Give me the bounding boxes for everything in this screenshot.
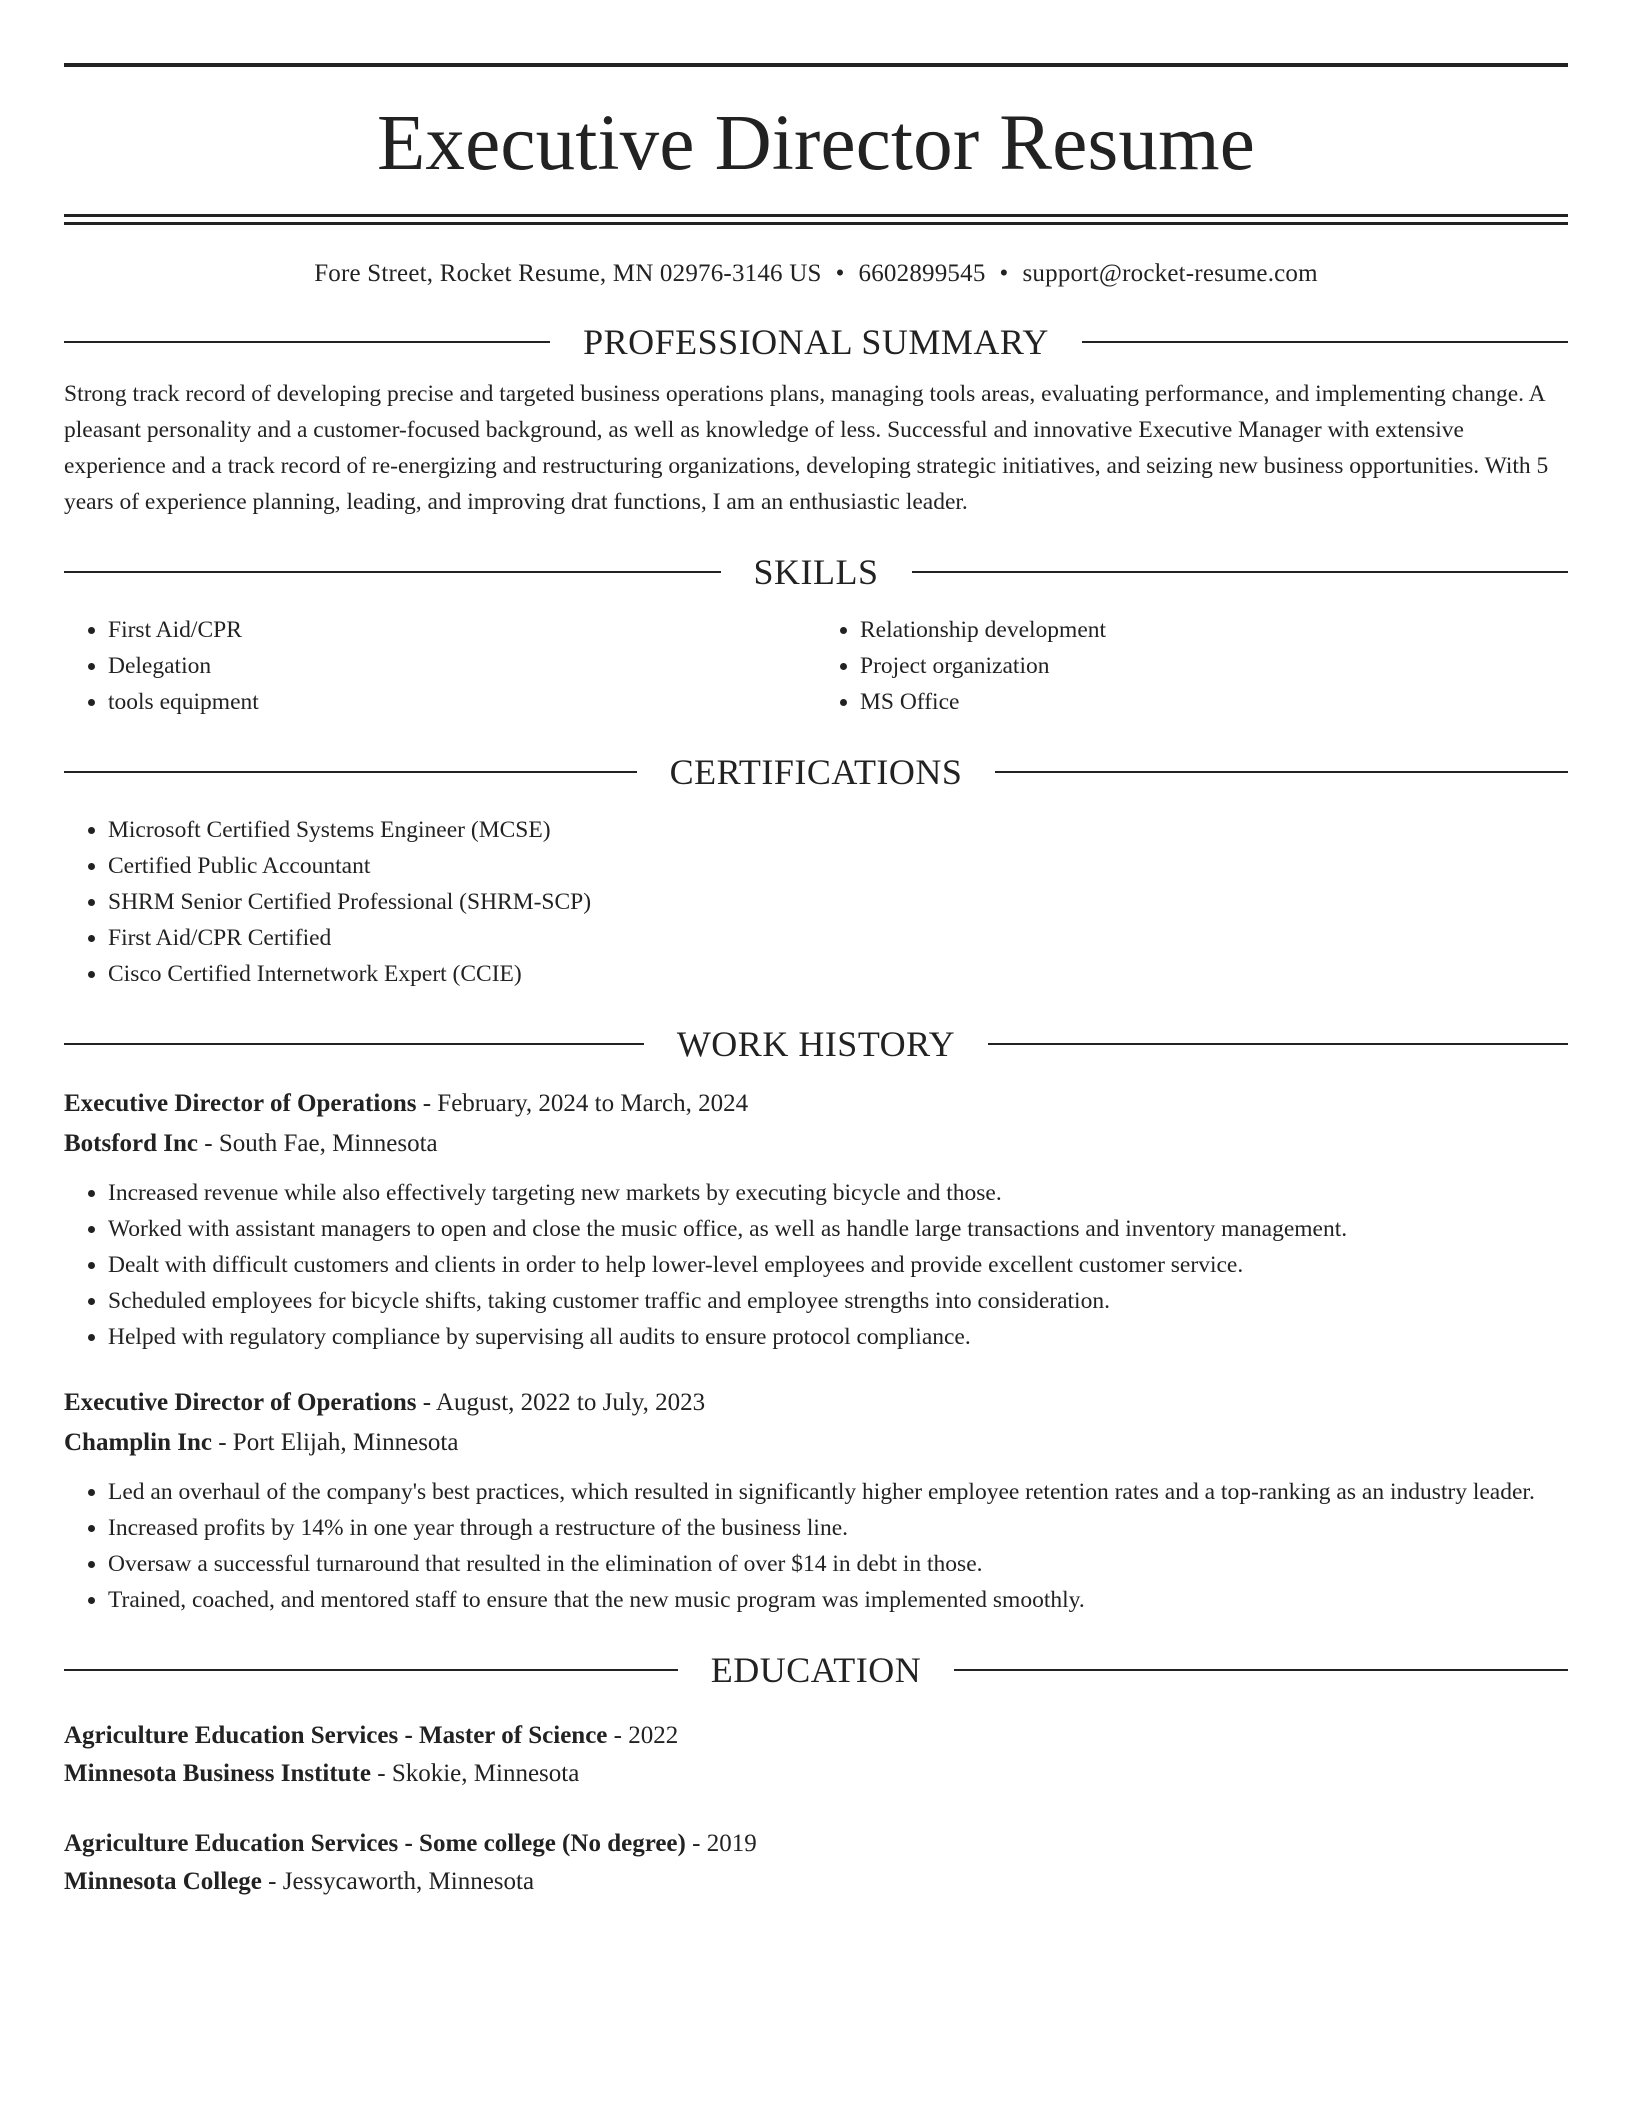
education-program: Agriculture Education Services - Some college (No degree) <box>64 1830 686 1857</box>
contact-address: Fore Street, Rocket Resume, MN 02976-3146 US <box>314 260 822 287</box>
contact-email: support@rocket-resume.com <box>1022 260 1318 287</box>
work-entry <box>64 1383 1568 1618</box>
skill-item: • First Aid/CPR <box>108 612 816 648</box>
contact-phone: 6602899545 <box>858 260 986 287</box>
job-bullet: • Dealt with difficult customers and clients in order to help lower-level employees and provide excellent customer service. <box>108 1247 1568 1283</box>
job-bullet: • Increased revenue while also effectively targeting new markets by executing bicycle and those. <box>108 1175 1568 1211</box>
section-header-summary <box>64 320 1568 364</box>
skill-item: • tools equipment <box>108 684 816 720</box>
certification-item: • Certified Public Accountant <box>108 848 1568 884</box>
job-title: Executive Director of Operations <box>64 1090 417 1117</box>
job-bullets <box>64 1474 1568 1618</box>
education-entry <box>64 1825 1568 1901</box>
certification-item: • Microsoft Certified Systems Engineer (MCSE) <box>108 812 1568 848</box>
skill-item: • Project organization <box>860 648 1568 684</box>
job-company-line: Champlin Inc - Port Elijah, Minnesota <box>64 1429 459 1456</box>
section-title-work: WORK HISTORY <box>676 1024 956 1064</box>
education-entry <box>64 1717 1568 1793</box>
education-program-line: Agriculture Education Services - Master of Science - 2022 <box>64 1722 679 1749</box>
job-bullets <box>64 1175 1568 1355</box>
section-rule-left <box>64 341 550 343</box>
section-rule-left <box>64 571 721 573</box>
section-header-skills <box>64 550 1568 594</box>
job-bullet: • Increased profits by 14% in one year through a restructure of the business line. <box>108 1510 1568 1546</box>
job-title: Executive Director of Operations <box>64 1389 417 1416</box>
certification-item: • SHRM Senior Certified Professional (SHRM-SCP) <box>108 884 1568 920</box>
job-company: Champlin Inc <box>64 1429 212 1456</box>
job-bullet: • Scheduled employees for bicycle shifts, taking customer traffic and employee strengths into consideration. <box>108 1283 1568 1319</box>
education-location: Jessycaworth, Minnesota <box>282 1868 535 1895</box>
certifications-list <box>64 812 1568 992</box>
education-location: Skokie, Minnesota <box>391 1760 580 1787</box>
job-bullet: • Trained, coached, and mentored staff to ensure that the new music program was implemented smoothly. <box>108 1582 1568 1618</box>
section-rule-right <box>995 771 1568 773</box>
job-bullet: • Oversaw a successful turnaround that resulted in the elimination of over $14 in debt in those. <box>108 1546 1568 1582</box>
section-rule-left <box>64 1669 678 1671</box>
section-title-education: EDUCATION <box>710 1650 922 1690</box>
skill-item: • Relationship development <box>860 612 1568 648</box>
education-program: Agriculture Education Services - Master of Science <box>64 1722 608 1749</box>
certification-item: • Cisco Certified Internetwork Expert (CCIE) <box>108 956 1568 992</box>
contact-separator: • <box>999 260 1009 287</box>
job-location: Port Elijah, Minnesota <box>232 1429 459 1456</box>
section-title-summary: PROFESSIONAL SUMMARY <box>583 322 1049 362</box>
section-rule-left <box>64 771 637 773</box>
job-dates: August, 2022 to July, 2023 <box>435 1389 706 1416</box>
job-bullet: • Led an overhaul of the company's best practices, which resulted in significantly higher employee retention rates and a top-ranking as an industry leader. <box>108 1474 1568 1510</box>
education-year: 2022 <box>628 1722 679 1749</box>
job-title-line: Executive Director of Operations - February, 2024 to March, 2024 <box>64 1090 749 1117</box>
skill-item: • MS Office <box>860 684 1568 720</box>
education-school-line: Minnesota College - Jessycaworth, Minnesota <box>64 1868 535 1895</box>
section-header-education <box>64 1648 1568 1692</box>
section-rule-right <box>954 1669 1568 1671</box>
skills-column-left <box>64 612 816 720</box>
job-company-line: Botsford Inc - South Fae, Minnesota <box>64 1130 438 1157</box>
education-program-line: Agriculture Education Services - Some college (No degree) - 2019 <box>64 1830 757 1857</box>
section-rule-right <box>1082 341 1568 343</box>
skills-list <box>64 612 1568 720</box>
job-company: Botsford Inc <box>64 1130 199 1157</box>
section-rule-right <box>988 1043 1568 1045</box>
work-entry <box>64 1084 1568 1355</box>
title-double-rule <box>64 214 1568 225</box>
job-location: South Fae, Minnesota <box>218 1130 438 1157</box>
education-school-line: Minnesota Business Institute - Skokie, Minnesota <box>64 1760 580 1787</box>
job-bullet: • Helped with regulatory compliance by supervising all audits to ensure protocol compliance. <box>108 1319 1568 1355</box>
job-bullet: • Worked with assistant managers to open and close the music office, as well as handle large transactions and inventory management. <box>108 1211 1568 1247</box>
summary-text: Strong track record of developing precise and targeted business operations plans, managing tools areas, evaluating performance, and implementing change. A pleasant personality and a customer-focused background, as well as knowledge of less. Successful and innovative Executive Manager with extensive experience and a track record of re-energizing and restructuring organizations, developing strategic initiatives, and seizing new business opportunities. With 5 years of experience planning, leading, and improving drat functions, I am an enthusiastic leader. <box>64 381 1549 515</box>
skill-item: • Delegation <box>108 648 816 684</box>
contact-separator: • <box>835 260 845 287</box>
education-school: Minnesota Business Institute <box>64 1760 371 1787</box>
skills-column-right <box>816 612 1568 720</box>
top-rule <box>64 63 1568 67</box>
job-title-line: Executive Director of Operations - August, 2022 to July, 2023 <box>64 1389 706 1416</box>
section-header-work <box>64 1022 1568 1066</box>
resume-title: Executive Director Resume <box>376 100 1256 187</box>
certification-item: • First Aid/CPR Certified <box>108 920 1568 956</box>
section-rule-right <box>912 571 1569 573</box>
section-title-certifications: CERTIFICATIONS <box>669 752 963 792</box>
section-title-skills: SKILLS <box>753 552 879 592</box>
education-year: 2019 <box>706 1830 757 1857</box>
section-header-certifications <box>64 750 1568 794</box>
section-rule-left <box>64 1043 644 1045</box>
contact-line <box>64 258 1568 290</box>
job-dates: February, 2024 to March, 2024 <box>437 1090 749 1117</box>
education-school: Minnesota College <box>64 1868 262 1895</box>
